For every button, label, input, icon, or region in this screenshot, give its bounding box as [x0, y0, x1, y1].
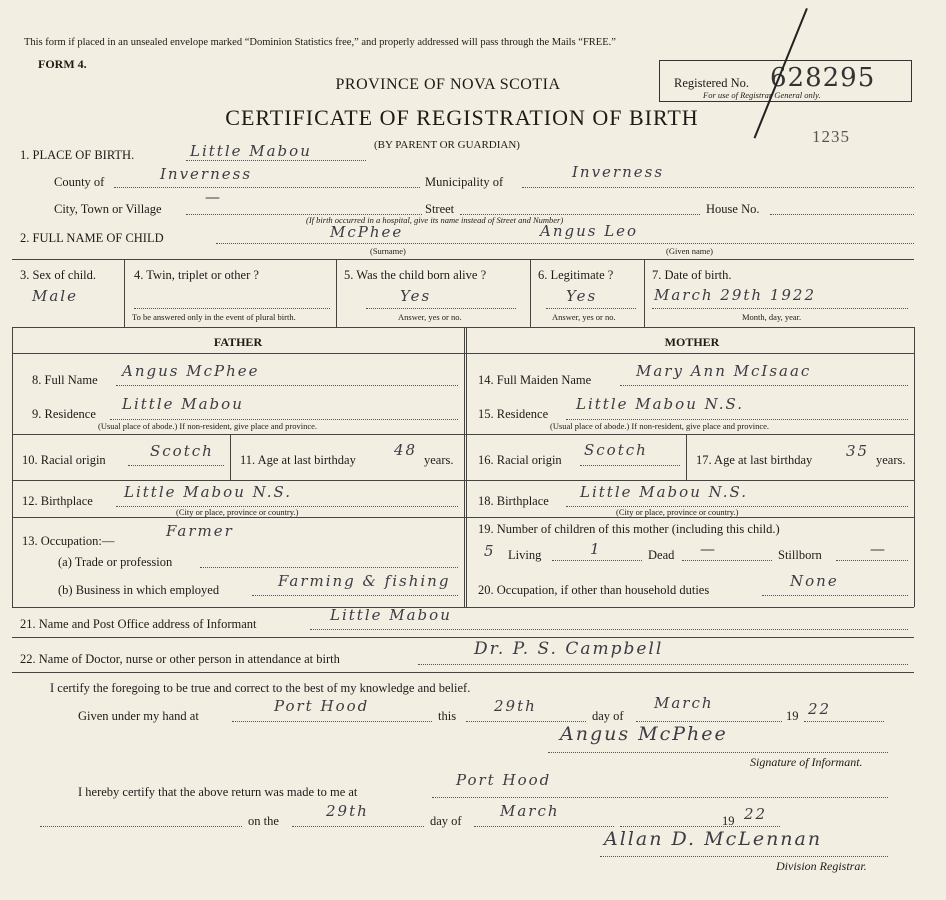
mother-age-unit: years. — [876, 453, 906, 467]
return-year-value: 22 — [744, 805, 768, 823]
given-year-value: 22 — [808, 700, 832, 718]
mother-racial-origin-label: 16. Racial origin — [478, 453, 562, 467]
county-value: Inverness — [160, 165, 253, 183]
father-occupation-value: Farmer — [166, 522, 234, 540]
living-value: 1 — [590, 540, 602, 558]
mother-residence-value: Little Mabou N.S. — [576, 395, 745, 413]
father-birthplace-label: 12. Birthplace — [22, 494, 93, 508]
certify-statement: I certify the foregoing to be true and correct to the best of my knowledge and belief. — [50, 681, 471, 695]
given-place-value: Port Hood — [274, 697, 370, 715]
mother-name-value: Mary Ann McIsaac — [636, 362, 812, 380]
informant-value: Little Mabou — [330, 606, 452, 624]
place-of-birth-value: Little Mabou — [190, 142, 312, 160]
mother-residence-note: (Usual place of abode.) If non-resident, give place and province. — [550, 421, 770, 431]
return-month-value: March — [500, 802, 560, 820]
father-age-label: 11. Age at last birthday — [240, 453, 356, 467]
children-count-prefix: 5 — [484, 542, 496, 560]
date-of-birth-label: 7. Date of birth. — [652, 268, 732, 282]
born-alive-value: Yes — [400, 287, 432, 305]
father-birthplace-value: Little Mabou N.S. — [124, 483, 293, 501]
children-count-label: 19. Number of children of this mother (including this child.) — [478, 522, 780, 536]
father-racial-origin-value: Scotch — [150, 442, 214, 460]
father-birthplace-note: (City or place, province or country.) — [176, 507, 299, 517]
registered-no-label: Registered No. — [674, 76, 749, 90]
doctor-value: Dr. P. S. Campbell — [474, 639, 664, 659]
legitimate-label: 6. Legitimate ? — [538, 268, 614, 282]
city-town-village-label: City, Town or Village — [54, 202, 162, 216]
stillborn-value: — — [870, 540, 887, 558]
dead-value: — — [700, 540, 717, 558]
born-alive-label: 5. Was the child born alive ? — [344, 268, 487, 282]
doctor-label: 22. Name of Doctor, nurse or other person in attendance at birth — [20, 652, 340, 666]
return-day-value: 29th — [326, 802, 369, 820]
this-label: this — [438, 709, 457, 723]
child-surname-value: McPhee — [330, 223, 404, 241]
return-place-value: Port Hood — [456, 771, 552, 789]
street-note: (If birth occurred in a hospital, give its name instead of Street and Number) — [306, 215, 564, 225]
mother-birthplace-label: 18. Birthplace — [478, 494, 549, 508]
city-town-village-value: — — [205, 188, 222, 206]
subtitle: (BY PARENT OR GUARDIAN) — [374, 139, 520, 151]
business-employed-value: Farming & fishing — [278, 572, 451, 590]
child-name-label: 2. FULL NAME OF CHILD — [20, 231, 164, 245]
father-residence-note: (Usual place of abode.) If non-resident, give place and province. — [98, 421, 318, 431]
return-year-prefix: 19 — [722, 814, 735, 828]
house-no-label: House No. — [706, 202, 760, 216]
division-registrar-caption: Division Registrar. — [776, 859, 867, 873]
county-label: County of — [54, 175, 105, 189]
given-under-hand-label: Given under my hand at — [78, 709, 199, 723]
form-label: FORM 4. — [38, 57, 87, 71]
sex-value: Male — [32, 287, 78, 305]
registered-no-value: 628295 — [770, 63, 876, 93]
father-residence-label: 9. Residence — [32, 407, 96, 421]
father-name-value: Angus McPhee — [122, 362, 260, 380]
living-label: Living — [508, 548, 542, 562]
twin-note: To be answered only in the event of plural birth. — [132, 312, 296, 322]
father-age-unit: years. — [424, 453, 454, 467]
father-name-label: 8. Full Name — [32, 373, 98, 387]
date-of-birth-value: March 29th 1922 — [654, 286, 817, 304]
mother-age-label: 17. Age at last birthday — [696, 453, 813, 467]
surname-caption: (Surname) — [370, 246, 406, 256]
father-residence-value: Little Mabou — [122, 395, 244, 413]
date-of-birth-note: Month, day, year. — [742, 312, 802, 322]
province-heading: PROVINCE OF NOVA SCOTIA — [335, 76, 561, 93]
mother-occupation-value: None — [790, 572, 839, 590]
municipality-label: Municipality of — [425, 175, 504, 189]
place-of-birth-label: 1. PLACE OF BIRTH. — [20, 148, 135, 162]
informant-label: 21. Name and Post Office address of Informant — [20, 617, 257, 631]
on-the-label: on the — [248, 814, 279, 828]
mother-birthplace-value: Little Mabou N.S. — [580, 483, 749, 501]
registrar-signature: Allan D. McLennan — [604, 828, 823, 850]
mother-occupation-label: 20. Occupation, if other than household duties — [478, 583, 710, 597]
informant-signature: Angus McPhee — [560, 723, 728, 745]
informant-signature-caption: Signature of Informant. — [750, 755, 863, 769]
street-label: Street — [425, 202, 455, 216]
sex-label: 3. Sex of child. — [20, 268, 97, 282]
page-title: CERTIFICATE OF REGISTRATION OF BIRTH — [225, 105, 699, 130]
legitimate-note: Answer, yes or no. — [552, 312, 616, 322]
business-employed-label: (b) Business in which employed — [58, 583, 220, 597]
trade-profession-label: (a) Trade or profession — [58, 555, 173, 569]
child-given-name-value: Angus Leo — [540, 222, 639, 240]
mother-name-label: 14. Full Maiden Name — [478, 373, 592, 387]
mail-notice: This form if placed in an unsealed envelope marked “Dominion Statistics free,” and properly addressed will pass through the Mails “FREE.” — [24, 37, 616, 48]
given-month-value: March — [654, 694, 714, 712]
legitimate-value: Yes — [566, 287, 598, 305]
municipality-value: Inverness — [572, 163, 665, 181]
mother-racial-origin-value: Scotch — [584, 441, 648, 459]
given-name-caption: (Given name) — [666, 246, 713, 256]
mother-age-value: 35 — [846, 442, 870, 460]
mother-heading: MOTHER — [664, 335, 720, 349]
stamp-number: 1235 — [812, 127, 850, 146]
return-day-of-label: day of — [430, 814, 462, 828]
father-heading: FATHER — [213, 335, 263, 349]
father-occupation-label: 13. Occupation:— — [22, 534, 115, 548]
mother-residence-label: 15. Residence — [478, 407, 549, 421]
twin-label: 4. Twin, triplet or other ? — [134, 268, 259, 282]
born-alive-note: Answer, yes or no. — [398, 312, 462, 322]
stillborn-label: Stillborn — [778, 548, 822, 562]
father-racial-origin-label: 10. Racial origin — [22, 453, 106, 467]
given-day-value: 29th — [494, 697, 537, 715]
given-day-of-label: day of — [592, 709, 624, 723]
mother-birthplace-note: (City or place, province or country.) — [616, 507, 739, 517]
father-age-value: 48 — [394, 441, 418, 459]
dead-label: Dead — [648, 548, 675, 562]
return-statement: I hereby certify that the above return was made to me at — [78, 785, 358, 799]
registrar-use-note: For use of Registrar General only. — [703, 90, 821, 100]
given-year-prefix: 19 — [786, 709, 799, 723]
